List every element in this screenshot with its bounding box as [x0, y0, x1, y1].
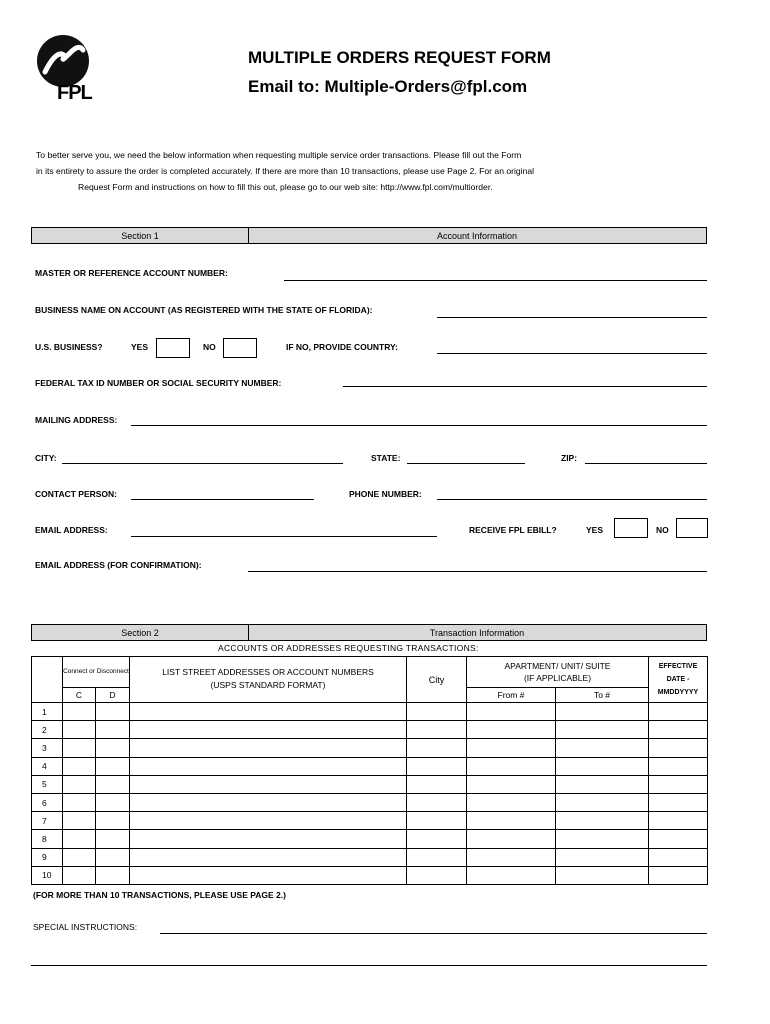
city-cell[interactable] [407, 793, 467, 811]
connect-cell[interactable] [63, 721, 96, 739]
connect-cell[interactable] [63, 703, 96, 721]
city-cell[interactable] [407, 830, 467, 848]
city-cell[interactable] [407, 703, 467, 721]
connect-cell[interactable] [63, 830, 96, 848]
disconnect-cell[interactable] [96, 793, 130, 811]
us-business-no-box[interactable] [223, 338, 257, 358]
effective-date-header [649, 657, 708, 703]
table-row [32, 866, 708, 884]
phone-field[interactable] [437, 499, 707, 500]
email-field[interactable] [131, 536, 437, 537]
transaction-rows [32, 703, 708, 885]
effective-date-cell[interactable] [649, 830, 708, 848]
from-cell[interactable] [467, 775, 556, 793]
from-cell[interactable] [467, 830, 556, 848]
effective-date-cell[interactable] [649, 848, 708, 866]
to-cell[interactable] [556, 739, 649, 757]
table-row [32, 703, 708, 721]
contact-person-label: CONTACT PERSON: [35, 489, 118, 499]
disconnect-cell[interactable] [96, 866, 130, 884]
connect-cell[interactable] [63, 739, 96, 757]
mailing-address-label: MAILING ADDRESS: [35, 415, 118, 425]
row-number-header [32, 657, 63, 703]
city-cell[interactable] [407, 721, 467, 739]
master-account-field[interactable] [284, 280, 707, 281]
from-cell[interactable] [467, 739, 556, 757]
section-2-header [31, 624, 707, 641]
to-cell[interactable] [556, 830, 649, 848]
row-number: 9 [32, 848, 63, 866]
address-cell[interactable] [130, 721, 407, 739]
email-confirm-field[interactable] [248, 571, 707, 572]
connect-cell[interactable] [63, 793, 96, 811]
tax-id-label: FEDERAL TAX ID NUMBER OR SOCIAL SECURITY NUMBER: [35, 378, 282, 388]
address-cell[interactable] [130, 866, 407, 884]
effective-date-cell[interactable] [649, 812, 708, 830]
from-header: From # [467, 688, 556, 703]
table-row [32, 721, 708, 739]
section-2-name: Section 2 [32, 625, 249, 640]
from-cell[interactable] [467, 703, 556, 721]
disconnect-cell[interactable] [96, 848, 130, 866]
connect-cell[interactable] [63, 775, 96, 793]
from-cell[interactable] [467, 812, 556, 830]
contact-person-field[interactable] [131, 499, 314, 500]
address-cell[interactable] [130, 830, 407, 848]
row-number: 2 [32, 721, 63, 739]
special-instructions-field-2[interactable] [31, 965, 707, 966]
state-field[interactable] [407, 463, 525, 464]
connect-disconnect-header: Connect or Disconnect [63, 657, 130, 688]
to-cell[interactable] [556, 848, 649, 866]
connect-header: C [63, 688, 96, 703]
special-instructions-label: SPECIAL INSTRUCTIONS: [33, 922, 138, 932]
mailing-address-field[interactable] [131, 425, 707, 426]
us-business-yes-box[interactable] [156, 338, 190, 358]
city-cell[interactable] [407, 866, 467, 884]
table-row [32, 830, 708, 848]
city-cell[interactable] [407, 757, 467, 775]
ebill-yes-label: YES [586, 525, 604, 535]
section-1-title: Account Information [436, 230, 518, 241]
intro-line-2: in its entirety to assure the order is completed accurately. If there are more than 10 transactions, please use Page 2. For an original [36, 166, 535, 176]
city-cell[interactable] [407, 739, 467, 757]
row-number: 10 [32, 866, 63, 884]
effective-date-cell[interactable] [649, 775, 708, 793]
row-number: 8 [32, 830, 63, 848]
address-cell[interactable] [130, 739, 407, 757]
apartment-header [467, 657, 649, 688]
table-row [32, 812, 708, 830]
table-row [32, 775, 708, 793]
us-business-label: U.S. BUSINESS? [35, 342, 103, 352]
disconnect-cell[interactable] [96, 775, 130, 793]
master-account-label: MASTER OR REFERENCE ACCOUNT NUMBER: [35, 268, 228, 278]
to-cell[interactable] [556, 703, 649, 721]
disconnect-cell[interactable] [96, 703, 130, 721]
logo-text: FPL [57, 82, 92, 104]
ebill-yes-box[interactable] [614, 518, 648, 538]
disconnect-cell[interactable] [96, 830, 130, 848]
connect-cell[interactable] [63, 757, 96, 775]
disconnect-cell[interactable] [96, 757, 130, 775]
address-cell[interactable] [130, 757, 407, 775]
row-number: 5 [32, 775, 63, 793]
address-header [130, 657, 407, 703]
table-row [32, 848, 708, 866]
from-cell[interactable] [467, 866, 556, 884]
row-number: 7 [32, 812, 63, 830]
effective-line3: MMDDYYYY [657, 689, 699, 696]
effective-line2: DATE - [666, 676, 690, 683]
city-cell[interactable] [407, 812, 467, 830]
to-header: To # [556, 688, 649, 703]
table-row [32, 739, 708, 757]
ebill-no-label: NO [656, 525, 669, 535]
address-cell[interactable] [130, 775, 407, 793]
row-number: 4 [32, 757, 63, 775]
disconnect-cell[interactable] [96, 812, 130, 830]
row-number: 3 [32, 739, 63, 757]
section-2-title: Transaction Information [429, 627, 525, 638]
row-number: 6 [32, 793, 63, 811]
section-1-name: Section 1 [32, 228, 249, 243]
to-cell[interactable] [556, 812, 649, 830]
to-cell[interactable] [556, 866, 649, 884]
effective-line1: EFFECTIVE [658, 663, 698, 670]
from-cell[interactable] [467, 757, 556, 775]
city-cell[interactable] [407, 775, 467, 793]
fpl-logo-icon [35, 34, 95, 89]
fpl-logo [33, 34, 113, 104]
special-instructions-field[interactable] [160, 933, 707, 934]
page-title: MULTIPLE ORDERS REQUEST FORM [248, 48, 551, 67]
to-cell[interactable] [556, 775, 649, 793]
business-name-field[interactable] [437, 317, 707, 318]
effective-date-cell[interactable] [649, 757, 708, 775]
ebill-label: RECEIVE FPL EBILL? [469, 525, 557, 535]
business-name-label: BUSINESS NAME ON ACCOUNT (AS REGISTERED WITH THE STATE OF FLORIDA): [35, 305, 373, 315]
from-cell[interactable] [467, 793, 556, 811]
effective-date-cell[interactable] [649, 739, 708, 757]
us-business-no-label: NO [203, 342, 216, 352]
effective-date-cell[interactable] [649, 793, 708, 811]
phone-label: PHONE NUMBER: [349, 489, 422, 499]
apartment-header-line1: APARTMENT/ UNIT/ SUITE [504, 661, 611, 671]
table-row [32, 793, 708, 811]
from-cell[interactable] [467, 721, 556, 739]
zip-field[interactable] [585, 463, 707, 464]
to-cell[interactable] [556, 721, 649, 739]
zip-label: ZIP: [561, 453, 578, 463]
disconnect-header: D [96, 688, 130, 703]
table-row [32, 757, 708, 775]
email-to: Email to: Multiple-Orders@fpl.com [248, 77, 528, 96]
city-header: City [407, 657, 467, 703]
to-cell[interactable] [556, 793, 649, 811]
tax-id-field[interactable] [343, 386, 707, 387]
city-cell[interactable] [407, 848, 467, 866]
effective-date-cell[interactable] [649, 866, 708, 884]
to-cell[interactable] [556, 757, 649, 775]
city-field[interactable] [62, 463, 343, 464]
disconnect-cell[interactable] [96, 721, 130, 739]
city-label: CITY: [35, 453, 57, 463]
effective-date-cell[interactable] [649, 703, 708, 721]
address-cell[interactable] [130, 812, 407, 830]
email-confirm-label: EMAIL ADDRESS (FOR CONFIRMATION): [35, 560, 202, 570]
footnote: (FOR MORE THAN 10 TRANSACTIONS, PLEASE USE PAGE 2.) [33, 890, 286, 900]
from-cell[interactable] [467, 848, 556, 866]
row-number: 1 [32, 703, 63, 721]
country-label: IF NO, PROVIDE COUNTRY: [286, 342, 398, 352]
connect-cell[interactable] [63, 848, 96, 866]
us-business-yes-label: YES [131, 342, 149, 352]
intro-line-3: Request Form and instructions on how to fill this out, please go to our web site: http://www.fpl.com/multiorder. [78, 182, 493, 192]
intro-line-1: To better serve you, we need the below information when requesting multiple service order transactions. Please fill out the Form [36, 150, 522, 160]
transaction-table [31, 656, 708, 885]
address-header-line1: LIST STREET ADDRESSES OR ACCOUNT NUMBERS [162, 667, 374, 677]
effective-date-cell[interactable] [649, 721, 708, 739]
section-2-subtitle: ACCOUNTS OR ADDRESSES REQUESTING TRANSACTIONS: [218, 643, 479, 653]
ebill-no-box[interactable] [676, 518, 708, 538]
address-cell[interactable] [130, 848, 407, 866]
address-cell[interactable] [130, 703, 407, 721]
country-field[interactable] [437, 353, 707, 354]
address-header-line2: (USPS STANDARD FORMAT) [210, 680, 326, 690]
disconnect-cell[interactable] [96, 739, 130, 757]
apartment-header-line2: (IF APPLICABLE) [523, 673, 592, 683]
state-label: STATE: [371, 453, 401, 463]
connect-cell[interactable] [63, 812, 96, 830]
email-label: EMAIL ADDRESS: [35, 525, 108, 535]
connect-cell[interactable] [63, 866, 96, 884]
address-cell[interactable] [130, 793, 407, 811]
section-1-header [31, 227, 707, 244]
